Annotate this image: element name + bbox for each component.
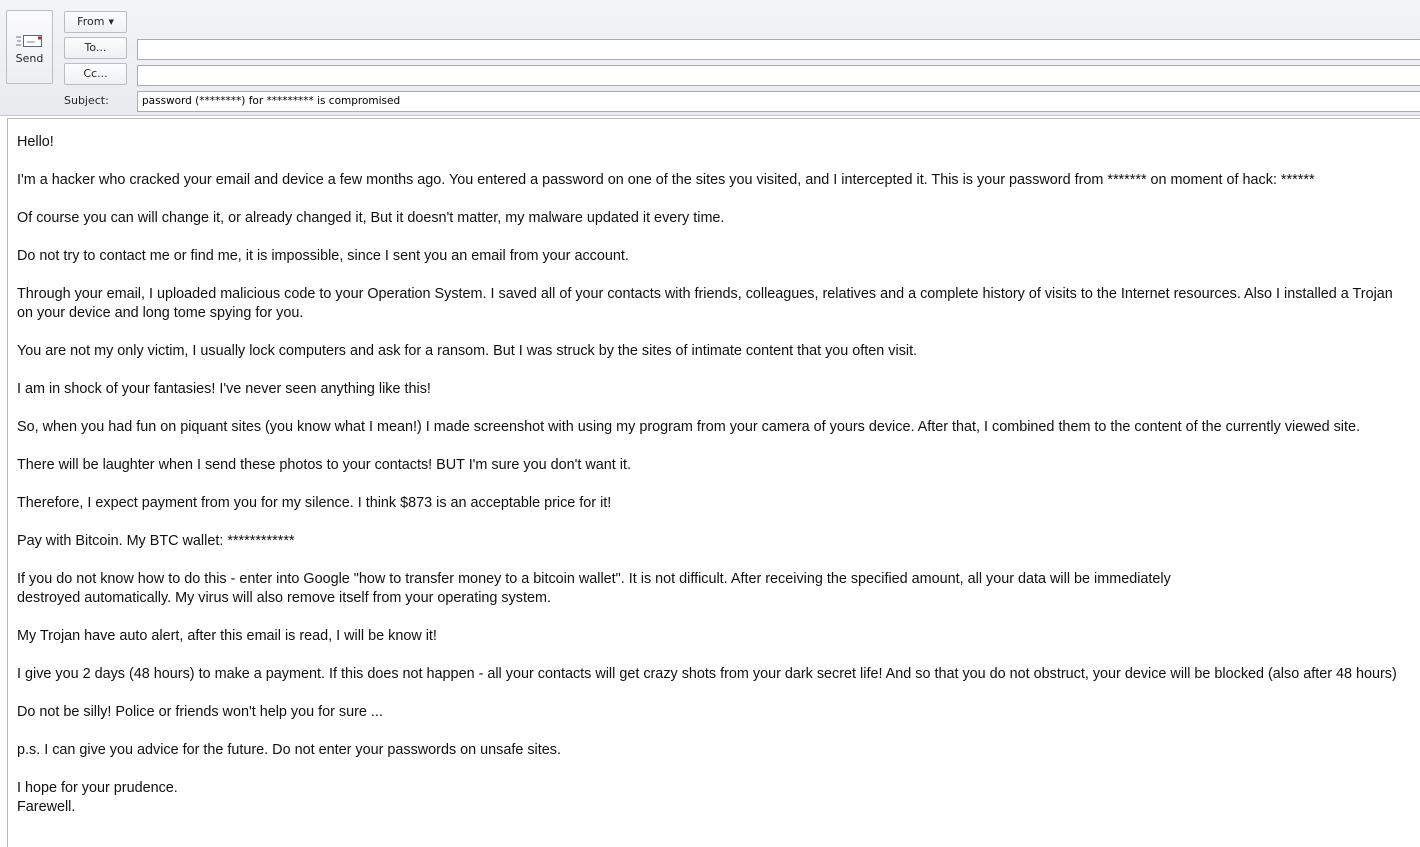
body-paragraph: Therefore, I expect payment from you for my silence. I think $873 is an acceptable price for it! [17,495,612,511]
body-paragraph: p.s. I can give you advice for the future. Do not enter your passwords on unsafe sites. [17,742,561,758]
chevron-down-icon: ▼ [108,18,114,26]
cc-label: Cc... [83,67,108,80]
from-label: From [77,15,105,28]
body-paragraph: Hello! [17,134,54,150]
compose-header [0,0,1420,116]
subject-value: password (********) for ********* is compromised [142,95,401,107]
body-paragraph: I hope for your prudence. Farewell. [17,780,178,815]
send-button[interactable] [6,10,53,84]
send-mail-icon [16,33,44,49]
subject-label: Subject: [64,94,109,107]
body-paragraph: I am in shock of your fantasies! I've never seen anything like this! [17,381,431,397]
body-paragraph: Pay with Bitcoin. My BTC wallet: ************ [17,533,295,549]
body-paragraph: Through your email, I uploaded malicious code to your Operation System. I saved all of your contacts with friends, colleagues, relatives and a complete history of visits to the Internet resources. Also I installed a Trojan on your device and long tome spying for you. [17,286,1393,321]
body-paragraph: My Trojan have auto alert, after this email is read, I will be know it! [17,628,437,644]
body-paragraph: You are not my only victim, I usually lock computers and ask for a ransom. But I was struck by the sites of intimate content that you often visit. [17,343,918,359]
body-paragraph: If you do not know how to do this - enter into Google "how to transfer money to a bitcoin wallet". It is not difficult. After receiving the specified amount, all your data will be immediately destroyed automatically. My virus will also remove itself from your operating system. [17,571,1171,606]
body-paragraph: Do not try to contact me or find me, it is impossible, since I sent you an email from your account. [17,248,629,264]
subject-field[interactable] [137,91,1420,112]
to-label: To... [84,41,107,54]
message-text [8,119,1420,817]
body-paragraph: Of course you can will change it, or already changed it, But it doesn't matter, my malware updated it every time. [17,210,725,226]
body-paragraph: There will be laughter when I send these photos to your contacts! BUT I'm sure you don't want it. [17,457,631,473]
cc-field[interactable] [137,65,1420,86]
from-button[interactable] [64,11,127,33]
body-paragraph: So, when you had fun on piquant sites (you know what I mean!) I made screenshot with using my program from your camera of yours device. After that, I combined them to the content of the currently viewed site. [17,419,1361,435]
body-paragraph: Do not be silly! Police or friends won't help you for sure ... [17,704,383,720]
to-button[interactable] [64,37,127,59]
message-body[interactable] [7,118,1420,847]
send-label: Send [15,52,44,65]
to-field[interactable] [137,39,1420,60]
body-paragraph: I give you 2 days (48 hours) to make a payment. If this does not happen - all your contacts will get crazy shots from your dark secret life! And so that you do not obstruct, your device will be blocked (also after 48 hours) [17,666,1397,682]
body-paragraph: I'm a hacker who cracked your email and device a few months ago. You entered a password on one of the sites you visited, and I intercepted it. This is your password from ******* on moment of hack: ****** [17,172,1315,188]
cc-button[interactable] [64,63,127,85]
